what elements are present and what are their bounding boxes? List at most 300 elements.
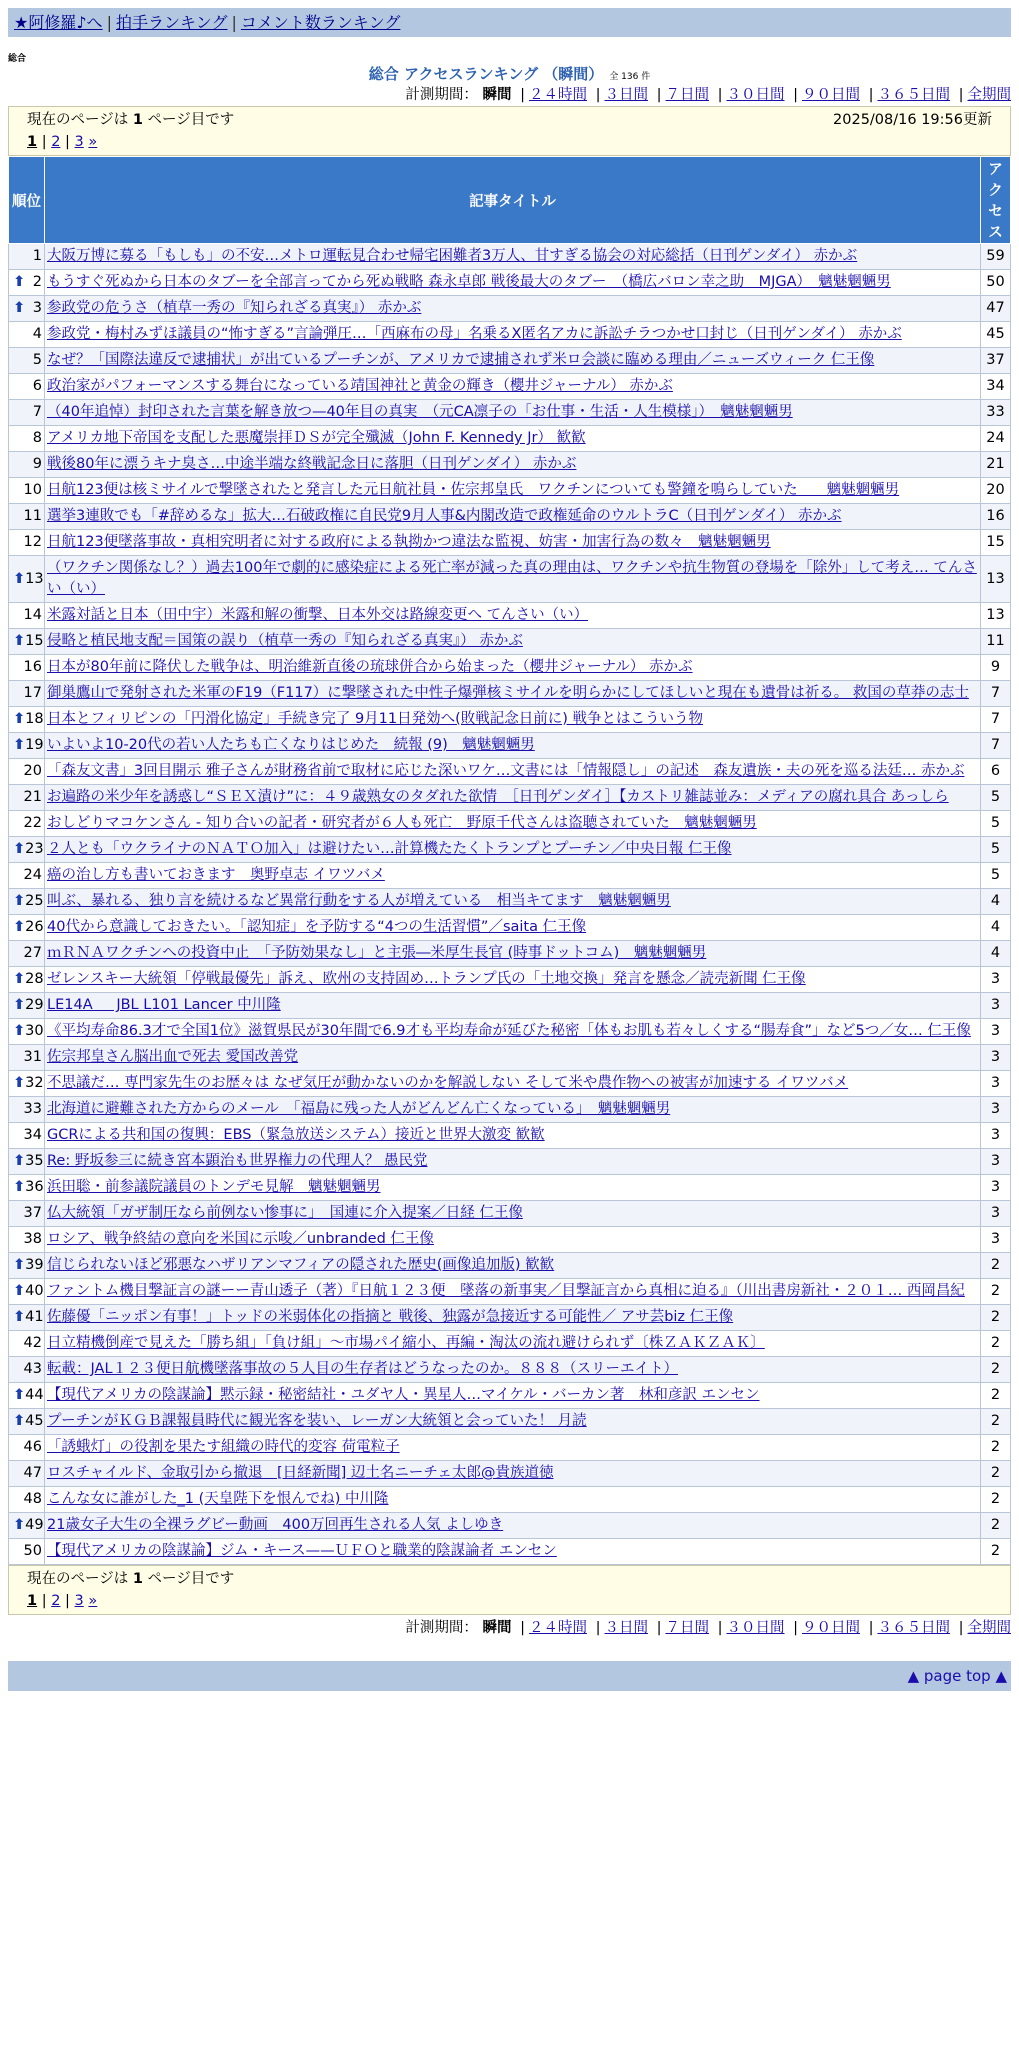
article-title-link[interactable]: 日本とフィリピンの「円滑化協定」手続き完了 9月11日発効へ(敗戦記念日前に) 戦争とはこういう物 <box>47 711 704 727</box>
rank-cell <box>9 1513 45 1539</box>
rank-cell <box>9 270 45 296</box>
access-count: 3 <box>981 1201 1011 1227</box>
page-title: 総合 アクセスランキング （瞬間） <box>368 65 604 83</box>
rank-cell <box>9 1435 45 1461</box>
rank-cell <box>9 889 45 915</box>
rank-up-arrow-icon: ⬆ <box>13 737 26 753</box>
nav-separator: | <box>231 13 237 32</box>
access-count: 33 <box>981 400 1011 426</box>
table-row <box>9 629 1011 655</box>
article-title-link[interactable]: 浜田聡・前参議院議員のトンデモ見解 魑魅魍魎男 <box>47 1179 381 1195</box>
rank-number: 14 <box>23 607 42 623</box>
table-row <box>9 603 1011 629</box>
rank-up-arrow-icon: ⬆ <box>13 274 26 290</box>
title-cell <box>45 1279 981 1305</box>
nav-link-asyura-home[interactable]: ★阿修羅♪へ <box>14 13 103 32</box>
rank-number: 1 <box>32 248 42 264</box>
article-title-link[interactable]: 21歳女子大生の全裸ラグビー動画 400万回再生される人気 よしゆき <box>47 1517 504 1533</box>
rank-cell <box>9 1487 45 1513</box>
table-row <box>9 1357 1011 1383</box>
table-row <box>9 1331 1011 1357</box>
article-title-link[interactable]: 大阪万博に募る「もしも」の不安…メトロ運転見合わせ帰宅困難者3万人、甘すぎる協会の対応総括（日刊ゲンダイ） 赤かぶ <box>47 248 858 264</box>
rank-cell <box>9 629 45 655</box>
rank-up-arrow-icon: ⬆ <box>13 1283 26 1299</box>
article-title-link[interactable]: ゼレンスキー大統領「停戦最優先」訴え、欧州の支持固め…トランプ氏の「土地交換」発言を懸念／読売新聞 仁王像 <box>47 971 806 987</box>
rank-cell <box>9 1201 45 1227</box>
title-cell <box>45 993 981 1019</box>
title-cell <box>45 1045 981 1071</box>
access-count: 2 <box>981 1435 1011 1461</box>
article-title-link[interactable]: 40代から意識しておきたい。「認知症」を予防する“4つの生活習慣”／saita 仁王像 <box>47 919 587 935</box>
article-title-link[interactable]: 《平均寿命86.3才で全国1位》滋賀県民が30年間で6.9才も平均寿命が延びた秘密「体もお肌も若々しくする“腸寿食”」など5つ／女… 仁王像 <box>47 1023 971 1039</box>
table-row <box>9 1071 1011 1097</box>
rank-number: 15 <box>25 633 44 649</box>
article-title-link[interactable]: 北海道に避難された方からのメール 「福島に残った人がどんどん亡くなっている」 魑魅魍魎男 <box>47 1101 671 1117</box>
table-row <box>9 400 1011 426</box>
title-cell <box>45 1097 981 1123</box>
title-cell <box>45 1019 981 1045</box>
period-link-24h[interactable]: ２４時間 <box>529 87 587 103</box>
table-row <box>9 941 1011 967</box>
rank-number: 20 <box>23 763 42 779</box>
rank-up-arrow-icon: ⬆ <box>13 1153 26 1169</box>
period-link-24h[interactable]: ２４時間 <box>529 1620 587 1636</box>
article-title-link[interactable]: 【現代アメリカの陰謀論】黙示録・秘密結社・ユダヤ人・異星人…マイケル・バーカン著 林和彦訳 エンセン <box>47 1387 760 1403</box>
table-row <box>9 707 1011 733</box>
rank-number: 7 <box>32 404 42 420</box>
period-link-365d[interactable]: ３６５日間 <box>877 87 950 103</box>
article-title-link[interactable]: 転載：JAL１２３便日航機墜落事故の５人目の生存者はどうなったのか。８８８（スリーエイト） <box>47 1361 679 1377</box>
rank-cell <box>9 1071 45 1097</box>
rank-cell <box>9 1097 45 1123</box>
article-title-link[interactable]: いよいよ10-20代の若い人たちも亡くなりはじめた 続報 (9) 魑魅魍魎男 <box>47 737 535 753</box>
title-cell <box>45 811 981 837</box>
table-row <box>9 1149 1011 1175</box>
table-row <box>9 270 1011 296</box>
period-selector-top: 計測期間： 瞬間 | ２４時間 | ３日間 | ７日間 | ３０日間 | ９０日間 | ３６５日間 | 全期間 <box>405 87 1011 103</box>
rank-cell <box>9 1227 45 1253</box>
title-cell <box>45 1487 981 1513</box>
table-row <box>9 1201 1011 1227</box>
access-count: 3 <box>981 967 1011 993</box>
access-count: 4 <box>981 941 1011 967</box>
category-label: 総合 <box>8 54 27 64</box>
title-cell <box>45 603 981 629</box>
title-cell <box>45 1383 981 1409</box>
rank-cell <box>9 374 45 400</box>
table-row <box>9 530 1011 556</box>
table-row <box>9 374 1011 400</box>
rank-number: 22 <box>23 815 42 831</box>
rank-number: 12 <box>23 534 42 550</box>
rank-number: 41 <box>25 1309 44 1325</box>
access-count: 9 <box>981 655 1011 681</box>
article-title-link[interactable]: ロシア、戦争終結の意向を米国に示唆／unbranded 仁王像 <box>47 1231 434 1247</box>
access-count: 3 <box>981 1149 1011 1175</box>
access-count: 6 <box>981 759 1011 785</box>
access-count: 45 <box>981 322 1011 348</box>
rank-number: 9 <box>32 456 42 472</box>
article-title-link[interactable]: プーチンがＫＧＢ課報員時代に観光客を装い、レーガン大統領と会っていた！ 月読 <box>47 1413 587 1429</box>
access-count: 2 <box>981 1461 1011 1487</box>
access-count: 5 <box>981 785 1011 811</box>
rank-number: 24 <box>23 867 42 883</box>
access-count: 3 <box>981 1071 1011 1097</box>
title-cell <box>45 889 981 915</box>
access-count: 4 <box>981 889 1011 915</box>
access-count: 50 <box>981 270 1011 296</box>
table-row <box>9 733 1011 759</box>
page-link-3[interactable]: 3 <box>74 1593 84 1609</box>
access-count: 7 <box>981 707 1011 733</box>
article-title-link[interactable]: 日本が80年前に降伏した戦争は、明治維新直後の琉球併合から始まった（櫻井ジャーナル） 赤かぶ <box>47 659 693 675</box>
title-cell <box>45 452 981 478</box>
rank-cell <box>9 759 45 785</box>
rank-number: 17 <box>23 685 42 701</box>
period-link-7d[interactable]: ７日間 <box>665 1620 709 1636</box>
title-cell <box>45 478 981 504</box>
pager-top <box>8 106 1011 156</box>
page-link-2[interactable]: 2 <box>51 134 61 150</box>
rank-number: 21 <box>23 789 42 805</box>
rank-up-arrow-icon: ⬆ <box>13 1179 26 1195</box>
title-cell <box>45 733 981 759</box>
rank-cell <box>9 400 45 426</box>
period-label: 計測期間： <box>405 1620 478 1636</box>
access-count: 21 <box>981 452 1011 478</box>
rank-number: 35 <box>25 1153 44 1169</box>
title-cell <box>45 1253 981 1279</box>
title-cell <box>45 348 981 374</box>
page-status: 現在のページは 1 ページ目です <box>27 1571 235 1587</box>
access-count: 2 <box>981 1513 1011 1539</box>
rank-cell <box>9 556 45 603</box>
article-title-link[interactable]: おしどりマコケンさん - 知り合いの記者・研究者が６人も死亡 野原千代さんは盗聴されていた 魑魅魍魎男 <box>47 815 757 831</box>
title-cell <box>45 707 981 733</box>
rank-up-arrow-icon: ⬆ <box>13 711 26 727</box>
page-current: 1 <box>27 134 38 150</box>
nav-link-comment-ranking[interactable]: コメント数ランキング <box>240 13 401 32</box>
title-cell <box>45 863 981 889</box>
access-count: 2 <box>981 1409 1011 1435</box>
access-count: 2 <box>981 1331 1011 1357</box>
footer-bar <box>8 1661 1011 1691</box>
rank-number: 25 <box>25 893 44 909</box>
rank-number: 48 <box>23 1491 42 1507</box>
pager-bottom <box>8 1565 1011 1615</box>
header-access: アクセス <box>981 157 1011 244</box>
total-count: 全 136 件 <box>609 72 651 82</box>
page-current: 1 <box>27 1593 38 1609</box>
page-link-2[interactable]: 2 <box>51 1593 61 1609</box>
rank-up-arrow-icon: ⬆ <box>13 1387 26 1403</box>
table-row <box>9 655 1011 681</box>
access-count: 2 <box>981 1383 1011 1409</box>
period-link-30d[interactable]: ３０日間 <box>726 87 785 103</box>
title-cell <box>45 785 981 811</box>
article-title-link[interactable]: 選挙3連敗でも「#辞めるな」拡大…石破政権に自民党9月人事&内閣改造で政権延命のウルトラC（日刊ゲンダイ） 赤かぶ <box>47 508 842 524</box>
page-top-link[interactable]: ▲ page top ▲ <box>907 1667 1007 1685</box>
article-title-link[interactable]: こんな女に誰がした_1 (天皇陛下を恨んでね) 中川隆 <box>47 1491 389 1507</box>
article-title-link[interactable]: 「森友文書」3回目開示 雅子さんが財務省前で取材に応じた深いワケ…文書には「情報隠し」の記述 森友遺族・夫の死を巡る法廷… 赤かぶ <box>47 763 965 779</box>
table-row <box>9 1305 1011 1331</box>
article-title-link[interactable]: ファントム機目撃証言の謎ーー青山透子（著）『日航１２３便 墜落の新事実／目撃証言から真相に迫る』（川出書房新社・２０１… 西岡昌紀 <box>47 1283 965 1299</box>
access-count: 13 <box>981 603 1011 629</box>
table-row <box>9 1539 1011 1565</box>
table-row <box>9 1019 1011 1045</box>
access-count: 3 <box>981 1045 1011 1071</box>
page-link-3[interactable]: 3 <box>74 134 84 150</box>
rank-up-arrow-icon: ⬆ <box>13 1517 26 1533</box>
table-row <box>9 348 1011 374</box>
ranking-table <box>8 156 1011 1565</box>
rank-cell <box>9 296 45 322</box>
article-title-link[interactable]: 佐藤優「ニッポン有事！」トッドの米弱体化の指摘と 戦後、独露が急接近する可能性／ アサ芸biz 仁王像 <box>47 1309 734 1325</box>
article-title-link[interactable]: 【現代アメリカの陰謀論】ジム・キース——ＵＦＯと職業的陰謀論者 エンセン <box>47 1543 557 1559</box>
article-title-link[interactable]: ｍＲＮＡワクチンへの投資中止 「予防効果なし」と主張―米厚生長官 (時事ドットコム) 魑魅魍魎男 <box>47 945 707 961</box>
rank-cell <box>9 837 45 863</box>
rank-number: 10 <box>23 482 42 498</box>
rank-cell <box>9 1357 45 1383</box>
title-cell <box>45 426 981 452</box>
article-title-link[interactable]: アメリカ地下帝国を支配した悪魔崇拝ＤＳが完全殲滅（John F. Kennedy Jr） 歓歓 <box>47 430 586 446</box>
title-cell <box>45 629 981 655</box>
article-title-link[interactable]: （40年追悼）封印された言葉を解き放つ—40年目の真実 （元CA凛子の「お仕事・生活・人生模様」） 魑魅魍魎男 <box>47 404 793 420</box>
rank-number: 31 <box>23 1049 42 1065</box>
title-cell <box>45 941 981 967</box>
page-status: 現在のページは 1 ページ目です <box>27 112 235 128</box>
article-title-link[interactable]: 信じられないほど邪悪なハザリアンマフィアの隠された歴史(画像追加版) 歓歓 <box>47 1257 555 1273</box>
rank-cell <box>9 603 45 629</box>
page-links: 1 | 2 | 3 » <box>27 134 98 150</box>
title-cell <box>45 1435 981 1461</box>
page-next-link[interactable]: » <box>88 1593 98 1609</box>
access-count: 13 <box>981 556 1011 603</box>
rank-cell <box>9 1383 45 1409</box>
access-count: 20 <box>981 478 1011 504</box>
article-title-link[interactable]: ロスチャイルド、金取引から撤退 [日経新聞] 辺土名ニーチェ太郎@貴族道徳 <box>47 1465 554 1481</box>
article-title-link[interactable]: 御巣鷹山で発射された米軍のF19（F117）に撃墜された中性子爆弾核ミサイルを明らかにしてほしいと現在も遺骨は祈る。 救国の草莽の志士 <box>47 685 969 701</box>
article-title-link[interactable]: なぜ？「国際法違反で逮捕状」が出ているプーチンが、アメリカで逮捕されず米ロ会談に臨める理由／ニューズウィーク 仁王像 <box>47 352 875 368</box>
title-cell <box>45 759 981 785</box>
rank-cell <box>9 1461 45 1487</box>
article-title-link[interactable]: （ワクチン関係なし？）過去100年で劇的に感染症による死亡率が減った真の理由は、ワクチンや抗生物質の登場を「除外」して考え… てんさい（い） <box>47 560 977 597</box>
rank-cell <box>9 785 45 811</box>
article-title-link[interactable]: 米露対話と日本（田中宇）米露和解の衝撃、日本外交は路線変更へ てんさい（い） <box>47 607 589 623</box>
title-cell <box>45 322 981 348</box>
rank-cell <box>9 1539 45 1565</box>
rank-cell <box>9 530 45 556</box>
rank-number: 4 <box>32 326 42 342</box>
table-row <box>9 993 1011 1019</box>
rank-number: 18 <box>25 711 44 727</box>
access-count: 3 <box>981 1097 1011 1123</box>
top-navigation <box>8 8 1011 37</box>
article-title-link[interactable]: 日航123便は核ミサイルで撃墜されたと発言した元日航社員・佐宗邦皇氏 ワクチンについても警鐘を鳴らしていた 魑魅魍魎男 <box>47 482 900 498</box>
rank-cell <box>9 1149 45 1175</box>
table-row <box>9 967 1011 993</box>
title-cell <box>45 400 981 426</box>
table-row <box>9 322 1011 348</box>
access-count: 5 <box>981 863 1011 889</box>
title-cell <box>45 270 981 296</box>
article-title-link[interactable]: 不思議だ… 専門家先生のお歴々は なぜ気圧が動かないのかを解説しない そして米や農作物への被害が加速する イワツバメ <box>47 1075 849 1091</box>
table-row <box>9 863 1011 889</box>
rank-number: 47 <box>23 1465 42 1481</box>
ranking-title <box>0 64 1019 84</box>
rank-number: 16 <box>23 659 42 675</box>
period-link-7d[interactable]: ７日間 <box>665 87 709 103</box>
table-row <box>9 1461 1011 1487</box>
page-links: 1 | 2 | 3 » <box>27 1593 98 1609</box>
article-title-link[interactable]: 癌の治し方も書いておきます 奥野卓志 イワツバメ <box>47 867 385 883</box>
nav-link-applause-ranking[interactable]: 拍手ランキング <box>115 13 228 32</box>
rank-up-arrow-icon: ⬆ <box>13 570 26 587</box>
table-row <box>9 556 1011 603</box>
access-count: 2 <box>981 1539 1011 1565</box>
title-cell <box>45 504 981 530</box>
period-link-all[interactable]: 全期間 <box>967 87 1011 103</box>
article-title-link[interactable]: 仏大統領「ガザ制圧なら前例ない惨事に」 国連に介入提案／日経 仁王像 <box>47 1205 523 1221</box>
title-cell <box>45 1123 981 1149</box>
title-cell <box>45 1409 981 1435</box>
title-cell <box>45 967 981 993</box>
access-count: 24 <box>981 426 1011 452</box>
article-title-link[interactable]: 侵略と植民地支配＝国策の誤り（植草一秀の『知られざる真実』） 赤かぶ <box>47 633 523 649</box>
rank-up-arrow-icon: ⬆ <box>13 997 26 1013</box>
rank-cell <box>9 1019 45 1045</box>
article-title-link[interactable]: GCRによる共和国の復興：EBS（緊急放送システム）接近と世界大激変 歓歓 <box>47 1127 545 1143</box>
rank-cell <box>9 993 45 1019</box>
rank-up-arrow-icon: ⬆ <box>13 1309 26 1325</box>
title-cell <box>45 530 981 556</box>
period-link-365d[interactable]: ３６５日間 <box>877 1620 950 1636</box>
access-count: 7 <box>981 681 1011 707</box>
access-count: 2 <box>981 1487 1011 1513</box>
access-count: 59 <box>981 244 1011 270</box>
rank-up-arrow-icon: ⬆ <box>13 1257 26 1273</box>
period-link-all[interactable]: 全期間 <box>967 1620 1011 1636</box>
article-title-link[interactable]: もうすぐ死ぬから日本のタブーを全部言ってから死ぬ戦略 森永卓郎 戦後最大のタブー （橋広バロン幸之助 MJGA） 魑魅魍魎男 <box>47 274 891 290</box>
access-count: 3 <box>981 1019 1011 1045</box>
rank-number: 32 <box>25 1075 44 1091</box>
title-cell <box>45 1071 981 1097</box>
access-count: 11 <box>981 629 1011 655</box>
rank-number: 28 <box>25 971 44 987</box>
period-link-90d[interactable]: ９０日間 <box>802 87 860 103</box>
article-title-link[interactable]: 参政党の危うさ（植草一秀の『知られざる真実』） 赤かぶ <box>47 300 422 316</box>
rank-cell <box>9 452 45 478</box>
nav-separator: | <box>106 13 112 32</box>
period-link-3d[interactable]: ３日間 <box>604 1620 648 1636</box>
access-count: 16 <box>981 504 1011 530</box>
rank-number: 5 <box>32 352 42 368</box>
rank-number: 40 <box>25 1283 44 1299</box>
table-row <box>9 452 1011 478</box>
rank-cell <box>9 1409 45 1435</box>
page-next-link[interactable]: » <box>88 134 98 150</box>
table-row <box>9 1253 1011 1279</box>
rank-number: 19 <box>25 737 44 753</box>
article-title-link[interactable]: 日航123便墜落事故・真相究明者に対する政府による執拗かつ違法な監視、妨害・加害行為の数々 魑魅魍魎男 <box>47 534 771 550</box>
table-row <box>9 837 1011 863</box>
article-title-link[interactable]: 日立精機倒産で見えた「勝ち組」「負け組」〜市場パイ縮小、再編・淘汰の流れ避けられず〔株ＺＡＫＺＡＫ〕 <box>47 1335 765 1351</box>
title-cell <box>45 1513 981 1539</box>
title-cell <box>45 556 981 603</box>
table-row <box>9 426 1011 452</box>
access-count: 3 <box>981 993 1011 1019</box>
title-cell <box>45 1149 981 1175</box>
rank-up-arrow-icon: ⬆ <box>13 1023 26 1039</box>
rank-number: 49 <box>25 1517 44 1533</box>
table-row <box>9 889 1011 915</box>
article-title-link[interactable]: Re: 野坂参三に続き宮本顕治も世界権力の代理人？ 愚民党 <box>47 1153 428 1169</box>
rank-number: 42 <box>23 1335 42 1351</box>
rank-cell <box>9 1279 45 1305</box>
title-cell <box>45 915 981 941</box>
access-count: 3 <box>981 1227 1011 1253</box>
rank-number: 8 <box>32 430 42 446</box>
article-title-link[interactable]: 政治家がパフォーマンスする舞台になっている靖国神社と黄金の輝き（櫻井ジャーナル） 赤かぶ <box>47 378 673 394</box>
article-title-link[interactable]: 佐宗邦皇さん脳出血で死去 愛国改善党 <box>47 1049 299 1065</box>
period-link-90d[interactable]: ９０日間 <box>802 1620 860 1636</box>
table-row <box>9 785 1011 811</box>
access-count: 37 <box>981 348 1011 374</box>
rank-number: 30 <box>25 1023 44 1039</box>
period-current: 瞬間 <box>482 87 512 103</box>
rank-cell <box>9 941 45 967</box>
rank-number: 33 <box>23 1101 42 1117</box>
access-count: 7 <box>981 733 1011 759</box>
table-row <box>9 1383 1011 1409</box>
access-count: 34 <box>981 374 1011 400</box>
article-title-link[interactable]: LE14A ＿ JBL L101 Lancer 中川隆 <box>47 997 281 1013</box>
title-cell <box>45 837 981 863</box>
rank-number: 50 <box>23 1543 42 1559</box>
rank-up-arrow-icon: ⬆ <box>13 971 26 987</box>
rank-cell <box>9 1045 45 1071</box>
title-cell <box>45 655 981 681</box>
period-link-3d[interactable]: ３日間 <box>604 87 648 103</box>
title-cell <box>45 1305 981 1331</box>
title-cell <box>45 244 981 270</box>
period-selector-bottom: 計測期間： 瞬間 | ２４時間 | ３日間 | ７日間 | ３０日間 | ９０日間 | ３６５日間 | 全期間 <box>405 1620 1011 1636</box>
access-count: 5 <box>981 811 1011 837</box>
article-title-link[interactable]: 参政党・梅村みずほ議員の“怖すぎる”言論弾圧…「西麻布の母」名乗るX匿名アカに訴訟チラつかせ口封じ（日刊ゲンダイ） 赤かぶ <box>47 326 902 342</box>
table-row <box>9 1175 1011 1201</box>
table-row <box>9 1513 1011 1539</box>
article-title-link[interactable]: 戦後80年に漂うキナ臭さ…中途半端な終戦記念日に落胆（日刊ゲンダイ） 赤かぶ <box>47 456 577 472</box>
period-link-30d[interactable]: ３０日間 <box>726 1620 785 1636</box>
article-title-link[interactable]: 「誘蛾灯」の役割を果たす組織の時代的変容 荷電粒子 <box>47 1439 400 1455</box>
ranking-body <box>9 244 1011 1565</box>
access-count: 5 <box>981 837 1011 863</box>
rank-number: 37 <box>23 1205 42 1221</box>
header-title: 記事タイトル <box>45 157 981 244</box>
article-title-link[interactable]: ２人とも「ウクライナのＮＡＴＯ加入」は避けたい…計算機たたくトランプとプーチン／中央日報 仁王像 <box>47 841 732 857</box>
rank-cell <box>9 681 45 707</box>
table-row <box>9 811 1011 837</box>
rank-cell <box>9 733 45 759</box>
article-title-link[interactable]: 叫ぶ、暴れる、独り言を続けるなど異常行動をする人が増えている 相当キてます 魑魅魍魎男 <box>47 893 671 909</box>
rank-cell <box>9 655 45 681</box>
table-row <box>9 1279 1011 1305</box>
rank-up-arrow-icon: ⬆ <box>13 1075 26 1091</box>
title-cell <box>45 1175 981 1201</box>
access-count: 3 <box>981 1175 1011 1201</box>
article-title-link[interactable]: お遍路の米少年を誘惑し“ＳＥＸ漬け”に：４９歳熟女のタダれた欲情 ［日刊ゲンダイ］【カストリ雑誌並み：メディアの腐れ具合 あっしら <box>47 789 949 805</box>
rank-up-arrow-icon: ⬆ <box>13 300 26 316</box>
